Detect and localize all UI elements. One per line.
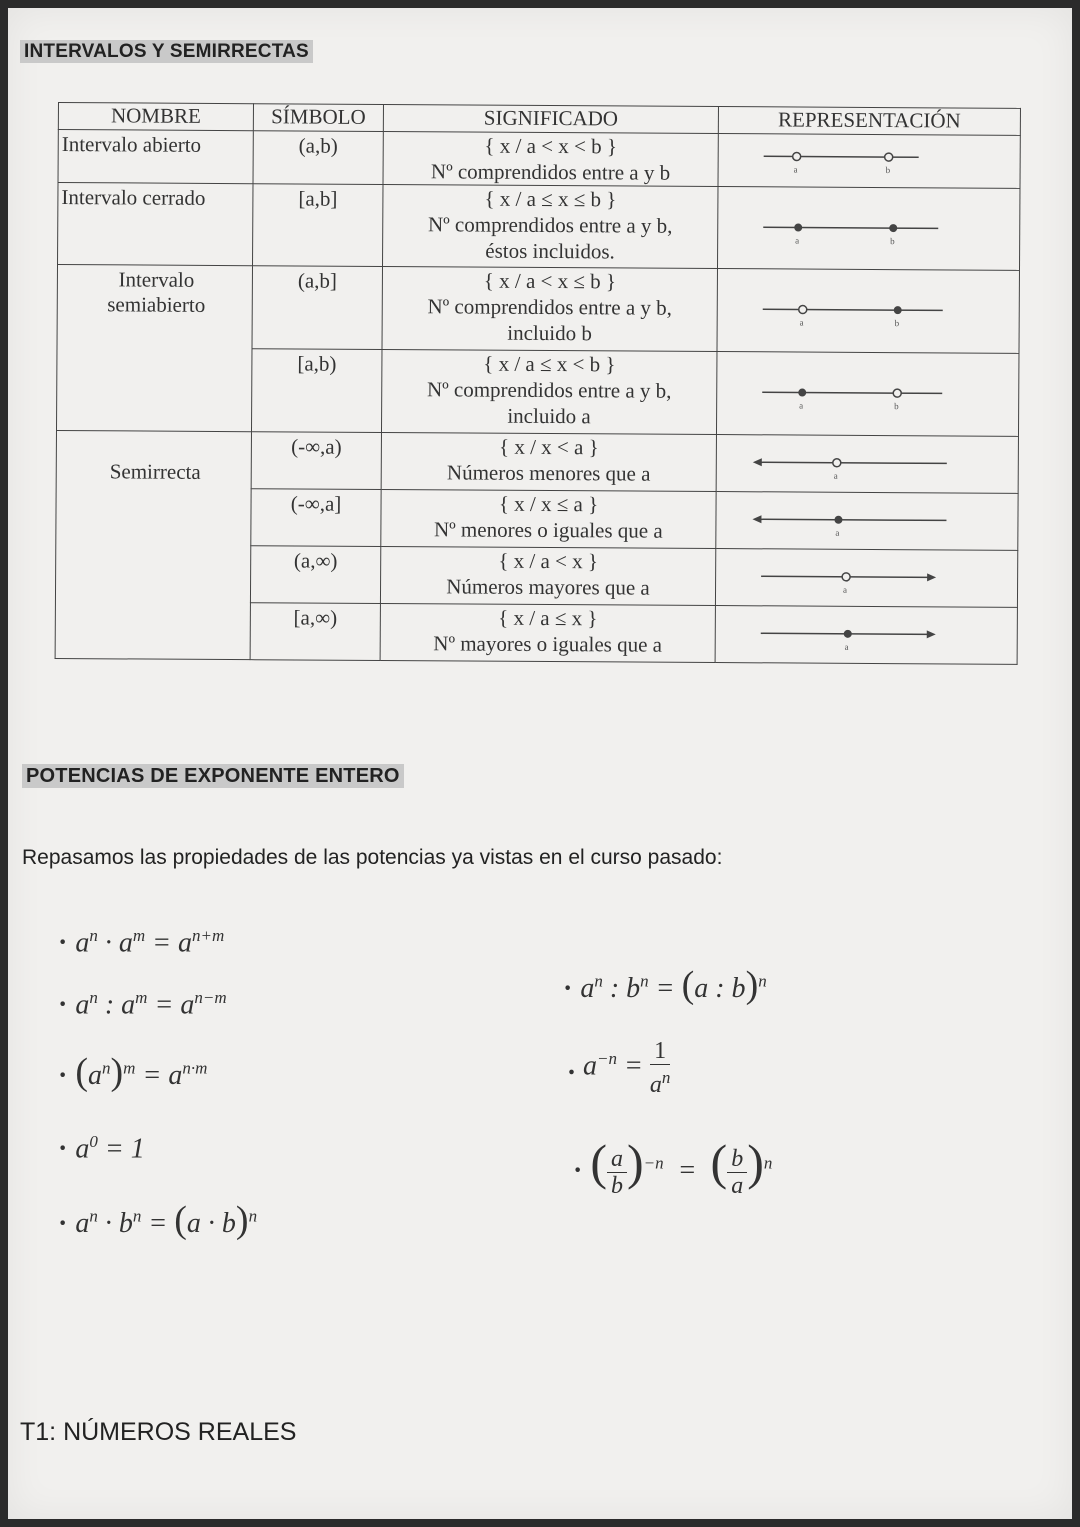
formula-product-same-exponent: · $a^n \cdot b^n = (a \cdot b)^n$ — [58, 1199, 258, 1241]
representation-cell — [715, 606, 1017, 665]
meaning-line: Números mayores que a — [446, 574, 650, 600]
name-ray: Semirrecta — [55, 430, 251, 659]
arrow-right-icon — [927, 630, 936, 638]
footer-chapter: T1: NÚMEROS REALES — [20, 1418, 297, 1446]
arrow-left-icon — [752, 515, 761, 523]
meaning-cell — [383, 131, 718, 186]
closed-point-icon — [844, 630, 852, 638]
symbol-cell: [a,b) — [251, 349, 382, 433]
set-notation: { x / a < x < b } — [484, 133, 618, 159]
svg-text:a: a — [799, 400, 804, 411]
symbol-cell: (a,∞) — [250, 546, 380, 604]
representation-cell — [716, 435, 1018, 494]
meaning-line: Números menores que a — [446, 460, 651, 486]
name-half-open: Intervalo semiabierto — [56, 265, 252, 432]
number-line-ray-left-closed — [716, 492, 1016, 549]
formula-quotient-same-exponent: · $a^n$ : $b^n = (a$ : b)$^n$ — [563, 964, 767, 1006]
open-point-icon — [885, 153, 893, 161]
svg-text:a: a — [843, 584, 848, 595]
meaning-cell — [380, 546, 715, 605]
formula-zero-exponent: · $a^0 = 1$ — [58, 1132, 145, 1165]
set-notation: { x / a < x } — [498, 548, 599, 574]
symbol-cell: [a,b] — [253, 184, 383, 267]
meaning-cell — [380, 603, 715, 662]
meaning-line: éstos incluidos. — [485, 238, 615, 264]
symbol-cell: [a,∞) — [250, 603, 380, 661]
header-representacion: REPRESENTACIÓN — [718, 107, 1020, 136]
svg-text:a: a — [833, 470, 838, 481]
set-notation: { x / x < a } — [498, 434, 599, 460]
table-row — [57, 265, 1019, 354]
symbol-cell: (-∞,a) — [251, 432, 381, 490]
number-line-open — [719, 134, 1019, 186]
svg-text:b: b — [890, 236, 895, 247]
meaning-line: Nº comprendidos entre a y b, — [427, 294, 673, 320]
open-point-icon — [793, 152, 801, 160]
meaning-line: Nº menores o iguales que a — [433, 517, 663, 543]
closed-point-icon — [794, 223, 802, 231]
symbol-cell: (a,b) — [253, 131, 383, 185]
meaning-line: Nº mayores o iguales que a — [433, 631, 663, 657]
representation-cell — [717, 187, 1019, 271]
header-simbolo: SÍMBOLO — [253, 104, 383, 132]
meaning-line: incluido b — [507, 320, 592, 346]
meaning-cell — [381, 432, 716, 491]
intervals-table — [55, 102, 1021, 665]
meaning-line: Nº comprendidos entre a y b — [430, 159, 671, 185]
number-line-ray-right-open — [716, 549, 1016, 606]
set-notation: { x / a ≤ x } — [498, 605, 598, 631]
meaning-cell — [381, 349, 717, 434]
number-line-closed — [718, 187, 1018, 269]
closed-point-icon — [894, 306, 902, 314]
number-line-ray-right-closed — [716, 606, 1016, 663]
representation-cell — [716, 492, 1018, 551]
closed-point-icon — [834, 516, 842, 524]
document-page — [8, 8, 1072, 1519]
svg-text:b: b — [894, 401, 899, 412]
set-notation: { x / a < x ≤ b } — [483, 268, 617, 294]
meaning-line: Nº comprendidos entre a y b, — [427, 212, 673, 238]
open-point-icon — [799, 306, 807, 314]
formula-negative-exponent: . $a^{-n}$ = $\frac{1}{a^n}$ — [568, 1038, 671, 1098]
formula-quotient: · $a^n$ : $a^m = a^{n-m}$ — [58, 988, 227, 1021]
representation-cell — [718, 134, 1020, 189]
svg-text:b: b — [885, 165, 891, 176]
intro-text: Repasamos las propiedades de las potencias ya vistas en el curso pasado: — [22, 846, 723, 869]
name-open: Intervalo abierto — [58, 130, 253, 184]
meaning-line: incluido a — [507, 403, 591, 429]
closed-point-icon — [798, 389, 806, 397]
symbol-cell: (-∞,a] — [251, 489, 381, 547]
name-closed: Intervalo cerrado — [58, 183, 253, 266]
svg-text:a: a — [793, 164, 798, 175]
representation-cell — [716, 352, 1019, 437]
section-title-intervals: INTERVALOS Y SEMIRRECTAS — [20, 40, 313, 63]
header-significado: SIGNIFICADO — [383, 104, 718, 133]
meaning-cell — [382, 266, 718, 351]
meaning-line: Nº comprendidos entre a y b, — [426, 377, 672, 403]
meaning-cell — [381, 489, 716, 548]
table-row — [56, 430, 1018, 493]
representation-cell — [715, 549, 1017, 608]
formula-power-of-power: · $(a^n)^m = a^{n\cdot m}$ — [58, 1051, 208, 1093]
arrow-right-icon — [927, 573, 936, 581]
svg-text:a: a — [844, 641, 849, 652]
header-nombre: NOMBRE — [58, 103, 253, 131]
set-notation: { x / x ≤ a } — [498, 491, 599, 517]
number-line-ray-left-open — [717, 435, 1017, 492]
svg-text:a: a — [799, 317, 804, 328]
table-row — [58, 130, 1020, 189]
open-point-icon — [842, 573, 850, 581]
closed-point-icon — [889, 224, 897, 232]
section-title-powers: POTENCIAS DE EXPONENTE ENTERO — [22, 764, 404, 788]
open-point-icon — [893, 389, 901, 397]
fraction: $\frac{1}{a^n}$ — [649, 1038, 671, 1098]
meaning-cell — [383, 184, 718, 268]
number-line-half-open-right — [718, 269, 1018, 351]
set-notation: { x / a ≤ x < b } — [483, 351, 616, 377]
svg-text:a: a — [795, 235, 800, 246]
formula-negative-exponent-fraction: · ( $\frac{a}{b}$ )$^{-n}$ = ( $\frac{b}{a}$ )$^n$ — [573, 1134, 773, 1200]
number-line-half-open-left — [717, 352, 1017, 434]
representation-cell — [717, 269, 1020, 354]
formula-product: · $a^n \cdot a^m = a^{n+m}$ — [58, 926, 225, 959]
set-notation: { x / a ≤ x ≤ b } — [484, 186, 617, 212]
open-point-icon — [833, 459, 841, 467]
table-row — [58, 183, 1020, 271]
arrow-left-icon — [753, 458, 762, 466]
svg-text:b: b — [894, 318, 900, 329]
symbol-cell: (a,b] — [252, 266, 383, 350]
svg-text:a: a — [835, 527, 840, 538]
